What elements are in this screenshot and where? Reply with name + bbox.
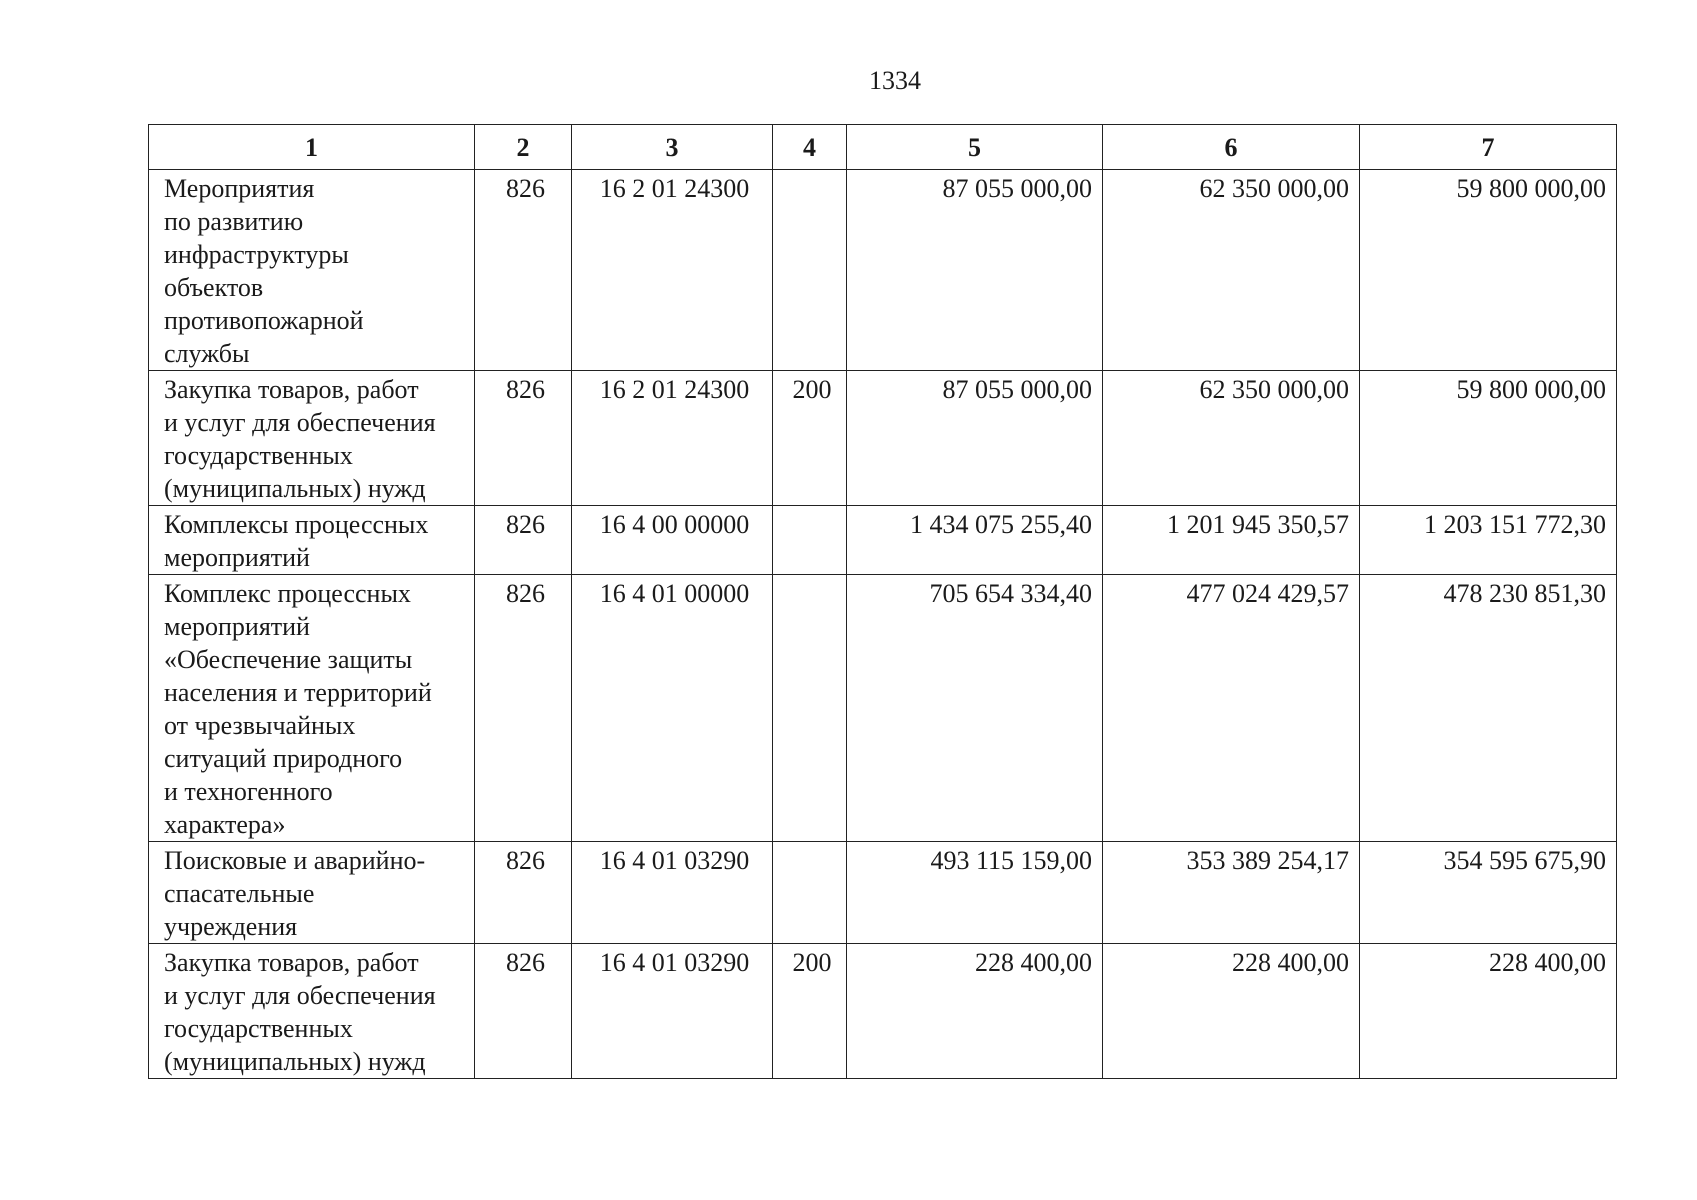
row-name [149, 371, 475, 506]
name-line: Мероприятия [164, 174, 315, 203]
row-value-7: 478 230 851,30 [1360, 575, 1617, 842]
name-line: и услуг для обеспечения [164, 408, 436, 437]
row-value-6: 62 350 000,00 [1103, 170, 1360, 371]
row-value-6: 228 400,00 [1103, 944, 1360, 1079]
name-line: (муниципальных) нужд [164, 474, 426, 503]
row-value-6: 62 350 000,00 [1103, 371, 1360, 506]
row-code: 826 [475, 575, 572, 842]
name-line: населения и территорий [164, 678, 432, 707]
name-line: «Обеспечение защиты [164, 645, 413, 674]
name-line: мероприятий [164, 543, 310, 572]
name-line: по развитию [164, 207, 304, 236]
name-line: учреждения [164, 912, 298, 941]
name-line: и услуг для обеспечения [164, 981, 436, 1010]
row-value-7: 1 203 151 772,30 [1360, 506, 1617, 575]
row-code: 826 [475, 944, 572, 1079]
row-kbk: 16 4 01 03290 [572, 944, 773, 1079]
row-value-6: 1 201 945 350,57 [1103, 506, 1360, 575]
name-line: мероприятий [164, 612, 310, 641]
row-value-7: 354 595 675,90 [1360, 842, 1617, 944]
name-line: государственных [164, 1014, 353, 1043]
row-type [773, 506, 847, 575]
row-kbk: 16 4 01 03290 [572, 842, 773, 944]
row-kbk: 16 2 01 24300 [572, 371, 773, 506]
name-line: Закупка товаров, работ [164, 948, 419, 977]
name-line: объектов [164, 273, 264, 302]
column-header-4: 4 [773, 125, 847, 170]
header-row [149, 125, 1617, 170]
row-code: 826 [475, 842, 572, 944]
name-line: государственных [164, 441, 353, 470]
row-name [149, 170, 475, 371]
row-type [773, 842, 847, 944]
table-row [149, 371, 1617, 506]
row-value-5: 228 400,00 [847, 944, 1103, 1079]
row-kbk: 16 4 01 00000 [572, 575, 773, 842]
row-value-5: 1 434 075 255,40 [847, 506, 1103, 575]
row-name [149, 842, 475, 944]
row-value-6: 477 024 429,57 [1103, 575, 1360, 842]
budget-table [148, 124, 1617, 1079]
row-type: 200 [773, 944, 847, 1079]
name-line: и техногенного [164, 777, 333, 806]
table-row [149, 506, 1617, 575]
row-value-5: 87 055 000,00 [847, 170, 1103, 371]
name-line: Комплексы процессных [164, 510, 429, 539]
row-type: 200 [773, 371, 847, 506]
row-code: 826 [475, 506, 572, 575]
name-line: от чрезвычайных [164, 711, 356, 740]
page-number: 1334 [869, 66, 921, 95]
name-line: характера» [164, 810, 286, 839]
row-value-7: 59 800 000,00 [1360, 170, 1617, 371]
row-type [773, 170, 847, 371]
table-row [149, 944, 1617, 1079]
name-line: противопожарной [164, 306, 364, 335]
name-line: ситуаций природного [164, 744, 403, 773]
column-header-5: 5 [847, 125, 1103, 170]
row-name [149, 944, 475, 1079]
name-line: спасательные [164, 879, 315, 908]
name-line: службы [164, 339, 250, 368]
row-kbk: 16 4 00 00000 [572, 506, 773, 575]
name-line: (муниципальных) нужд [164, 1047, 426, 1076]
row-value-7: 59 800 000,00 [1360, 371, 1617, 506]
name-line: Комплекс процессных [164, 579, 411, 608]
column-header-3: 3 [572, 125, 773, 170]
row-value-5: 705 654 334,40 [847, 575, 1103, 842]
table-row [149, 842, 1617, 944]
table-row [149, 575, 1617, 842]
name-line: Закупка товаров, работ [164, 375, 419, 404]
column-header-7: 7 [1360, 125, 1617, 170]
row-value-5: 493 115 159,00 [847, 842, 1103, 944]
row-value-6: 353 389 254,17 [1103, 842, 1360, 944]
row-value-7: 228 400,00 [1360, 944, 1617, 1079]
row-type [773, 575, 847, 842]
name-line: инфраструктуры [164, 240, 349, 269]
table-row [149, 170, 1617, 371]
row-name [149, 575, 475, 842]
row-kbk: 16 2 01 24300 [572, 170, 773, 371]
row-code: 826 [475, 371, 572, 506]
row-value-5: 87 055 000,00 [847, 371, 1103, 506]
row-code: 826 [475, 170, 572, 371]
row-name [149, 506, 475, 575]
column-header-6: 6 [1103, 125, 1360, 170]
column-header-1: 1 [149, 125, 475, 170]
column-header-2: 2 [475, 125, 572, 170]
name-line: Поисковые и аварийно- [164, 846, 426, 875]
